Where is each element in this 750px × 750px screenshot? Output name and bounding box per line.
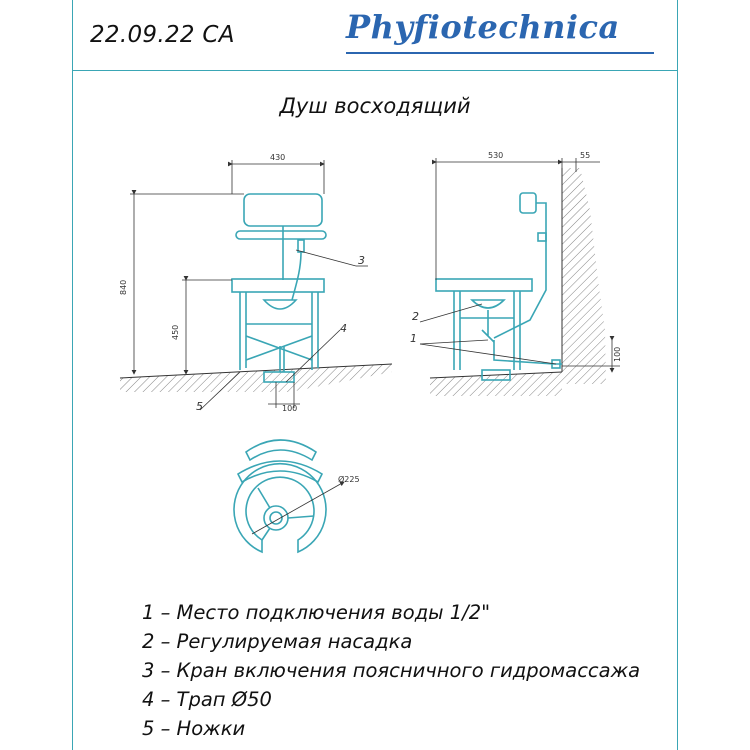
- drawing-title: Душ восходящий: [279, 94, 471, 118]
- side-leg-front: [454, 291, 460, 370]
- front-leg-right: [312, 292, 318, 370]
- callout-3: 3: [358, 254, 365, 267]
- side-view: [430, 168, 606, 396]
- top-seat-ring: [234, 464, 326, 552]
- callout-2: 2: [412, 310, 419, 323]
- side-wall-valve: [538, 233, 546, 241]
- side-nozzle-bowl: [472, 300, 504, 308]
- front-seat: [232, 279, 324, 292]
- side-wall-hatch: [562, 168, 606, 384]
- front-view: [120, 194, 392, 392]
- callout-4: 4: [340, 322, 347, 335]
- front-backrest: [244, 194, 322, 226]
- dim-pipe-height: 100: [613, 346, 622, 362]
- brand-logo: Phyfiotechnica: [346, 8, 620, 46]
- front-cross-x: [246, 336, 312, 360]
- side-seat: [436, 279, 532, 291]
- top-drain-circle: [264, 506, 288, 530]
- front-floor-hatch: [120, 364, 392, 392]
- dim-total-height: 840: [119, 279, 128, 295]
- document-code: 22.09.22 CA: [90, 22, 235, 48]
- legend-item-5: 5 – Ножки: [142, 717, 246, 740]
- dim-seat-height: 450: [171, 324, 180, 340]
- front-nozzle-bowl: [264, 300, 296, 309]
- front-leg-left: [240, 292, 246, 370]
- dim-drain-diameter: Ø225: [338, 475, 360, 484]
- legend-item-4: 4 – Трап Ø50: [142, 688, 272, 711]
- legend-list: [142, 598, 640, 743]
- callout-1: 1: [410, 332, 417, 345]
- front-valve: [298, 240, 304, 252]
- dim-drain-offset: 100: [282, 404, 298, 413]
- top-view: [234, 440, 326, 552]
- dim-wall-gap: 55: [580, 151, 591, 160]
- top-spokes: [258, 488, 314, 540]
- top-dimension: [252, 482, 344, 534]
- side-floor-hatch: [430, 372, 562, 396]
- top-backrest-arc: [246, 440, 316, 460]
- dim-side-depth: 530: [488, 151, 504, 160]
- side-shower-head: [520, 193, 536, 213]
- legend-item-1: 1 – Место подключения воды 1/2": [142, 601, 491, 624]
- dim-front-width: 430: [270, 153, 286, 162]
- side-nozzle-stem: [482, 310, 494, 342]
- legend-item-2: 2 – Регулируемая насадка: [142, 630, 413, 653]
- front-armrest-bar: [236, 231, 326, 239]
- callout-5: 5: [196, 400, 203, 413]
- legend-item-3: 3 – Кран включения поясничного гидромассажа: [142, 659, 641, 682]
